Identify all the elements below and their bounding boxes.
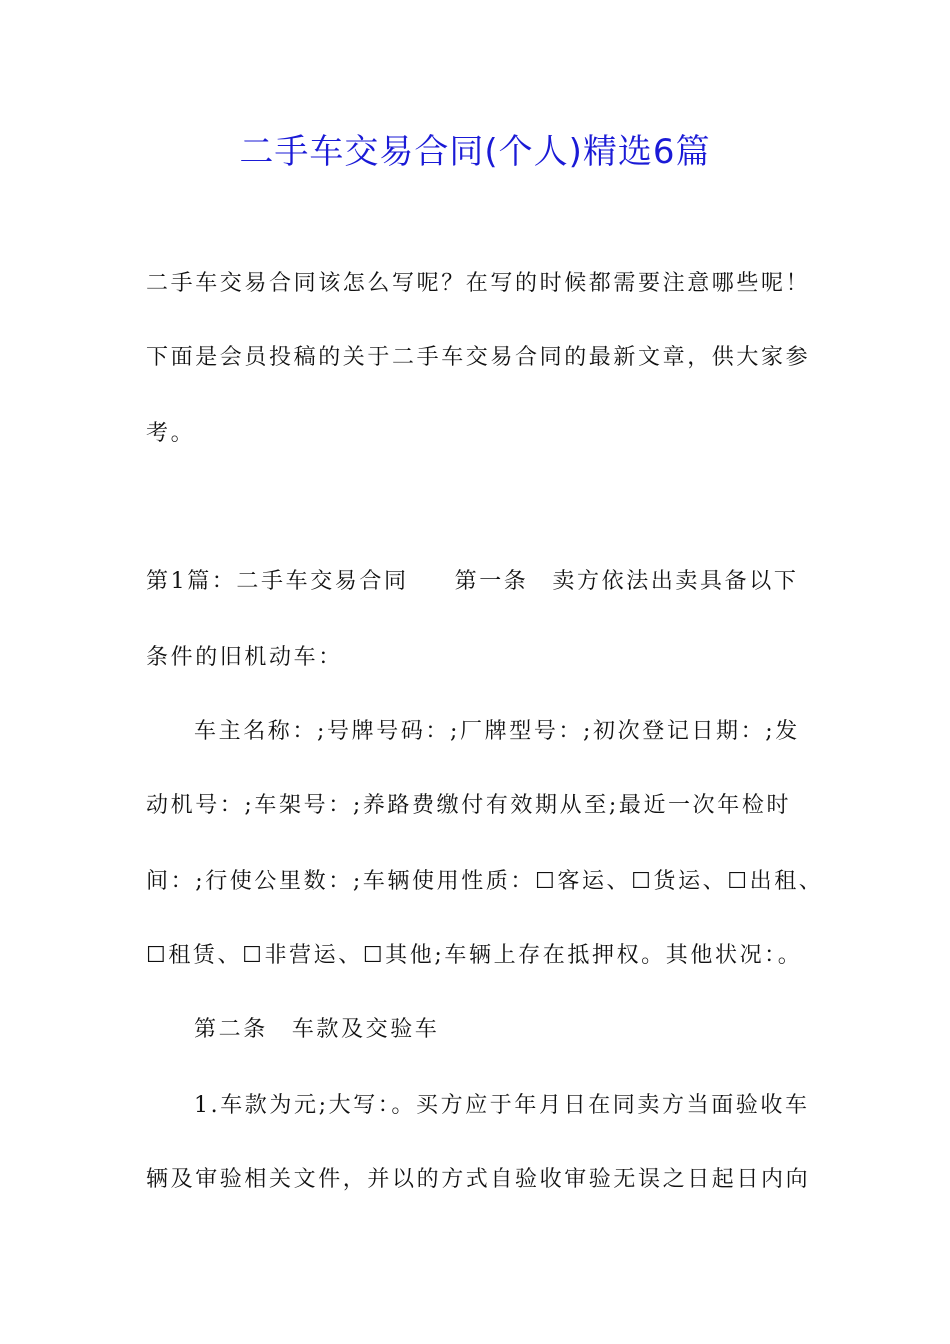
vehicle-info-line-3: 间：;行使公里数：;车辆使用性质：☐客运、☐货运、☐出租、 bbox=[146, 869, 824, 894]
article-2-label: 第二条 bbox=[194, 1017, 268, 1042]
article-2-text: 车款及交验车 bbox=[291, 1017, 440, 1042]
article-1-text: 卖方依法出卖具备以下 bbox=[552, 569, 799, 594]
section-1-heading: 第1篇：二手车交易合同 bbox=[146, 569, 409, 594]
vehicle-info-line-2: 动机号：;车架号：;养路费缴付有效期从至;最近一次年检时 bbox=[146, 793, 792, 818]
document-title: 二手车交易合同(个人)精选6篇 bbox=[239, 132, 711, 172]
vehicle-info-line-4: ☐租赁、☐非营运、☐其他;车辆上存在抵押权。其他状况：。 bbox=[146, 943, 803, 968]
article-1-label: 第一条 bbox=[454, 569, 529, 594]
intro-line-2: 下面是会员投稿的关于二手车交易合同的最新文章，供大家参 bbox=[146, 345, 811, 370]
intro-line-1: 二手车交易合同该怎么写呢？在写的时候都需要注意哪些呢！ bbox=[146, 271, 811, 296]
article-1-continuation: 条件的旧机动车： bbox=[146, 645, 343, 670]
item-1-line-1: 1.车款为元;大写：。买方应于年月日在同卖方当面验收车 bbox=[194, 1093, 810, 1118]
vehicle-info-line-1: 车主名称：;号牌号码：;厂牌型号：;初次登记日期：;发 bbox=[194, 719, 800, 744]
item-1-line-2: 辆及审验相关文件，并以的方式自验收审验无误之日起日内向 bbox=[146, 1167, 811, 1192]
article-2-line bbox=[194, 1014, 874, 1046]
intro-line-3: 考。 bbox=[146, 421, 196, 446]
section-1-heading-line bbox=[146, 566, 826, 598]
